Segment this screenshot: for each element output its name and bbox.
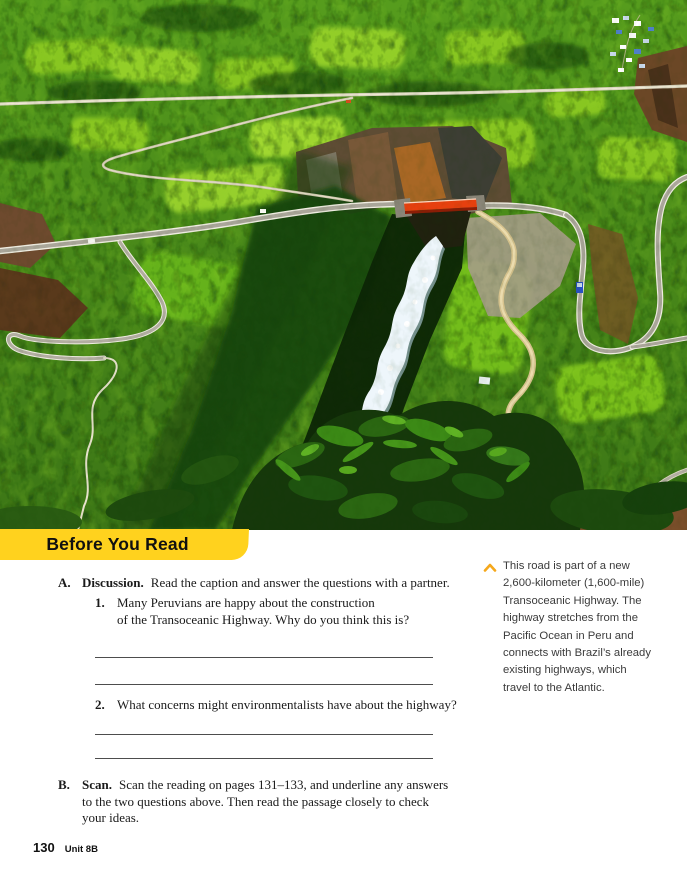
question-1-number: 1. xyxy=(95,595,105,610)
exercise-a-label: A. xyxy=(58,575,71,590)
answer-line-3[interactable] xyxy=(95,734,433,735)
question-2-number: 2. xyxy=(95,697,105,712)
caption-line: This road is part of a new xyxy=(503,560,630,572)
page-footer xyxy=(33,839,98,857)
answer-line-1[interactable] xyxy=(95,657,433,658)
exercise-b xyxy=(58,777,478,827)
page-number: 130 xyxy=(33,840,55,855)
caption-marker-icon xyxy=(483,562,497,579)
photo-caption xyxy=(483,558,661,697)
exercise-b-label: B. xyxy=(58,777,70,792)
exercise-a-instructions: Read the caption and answer the questions with a partner. xyxy=(150,575,450,590)
unit-label: Unit 8B xyxy=(64,844,98,855)
answer-line-2[interactable] xyxy=(95,684,433,685)
caption-line: connects with Brazil’s already xyxy=(503,647,651,660)
exercise-b-title: Scan. xyxy=(82,777,112,792)
question-1 xyxy=(95,595,485,628)
caption-line: Transoceanic Highway. The xyxy=(503,594,642,607)
exercise-b-line: to the two questions above. Then read the passage closely to check xyxy=(82,793,430,809)
exercise-a-title: Discussion. xyxy=(82,575,144,590)
caption-line: 2,600-kilometer (1,600-mile) xyxy=(503,577,645,590)
answer-line-4[interactable] xyxy=(95,758,433,759)
caption-line: highway stretches from the xyxy=(503,612,638,625)
banner-title: Before You Read xyxy=(46,534,189,554)
question-1-line: of the Transoceanic Highway. Why do you think this is? xyxy=(117,611,410,627)
question-2 xyxy=(95,697,485,714)
question-1-line: Many Peruvians are happy about the construction xyxy=(117,595,375,610)
before-you-read-banner xyxy=(0,529,249,560)
exercise-a xyxy=(58,575,478,592)
exercise-b-line: Scan the reading on pages 131–133, and underline any answers xyxy=(118,777,449,792)
question-2-line: What concerns might environmentalists have about the highway? xyxy=(117,697,457,712)
caption-line: existing highways, which xyxy=(503,664,627,677)
caption-line: Pacific Ocean in Peru and xyxy=(503,629,634,642)
exercise-b-line: your ideas. xyxy=(82,810,140,825)
caption-line: travel to the Atlantic. xyxy=(503,681,605,694)
